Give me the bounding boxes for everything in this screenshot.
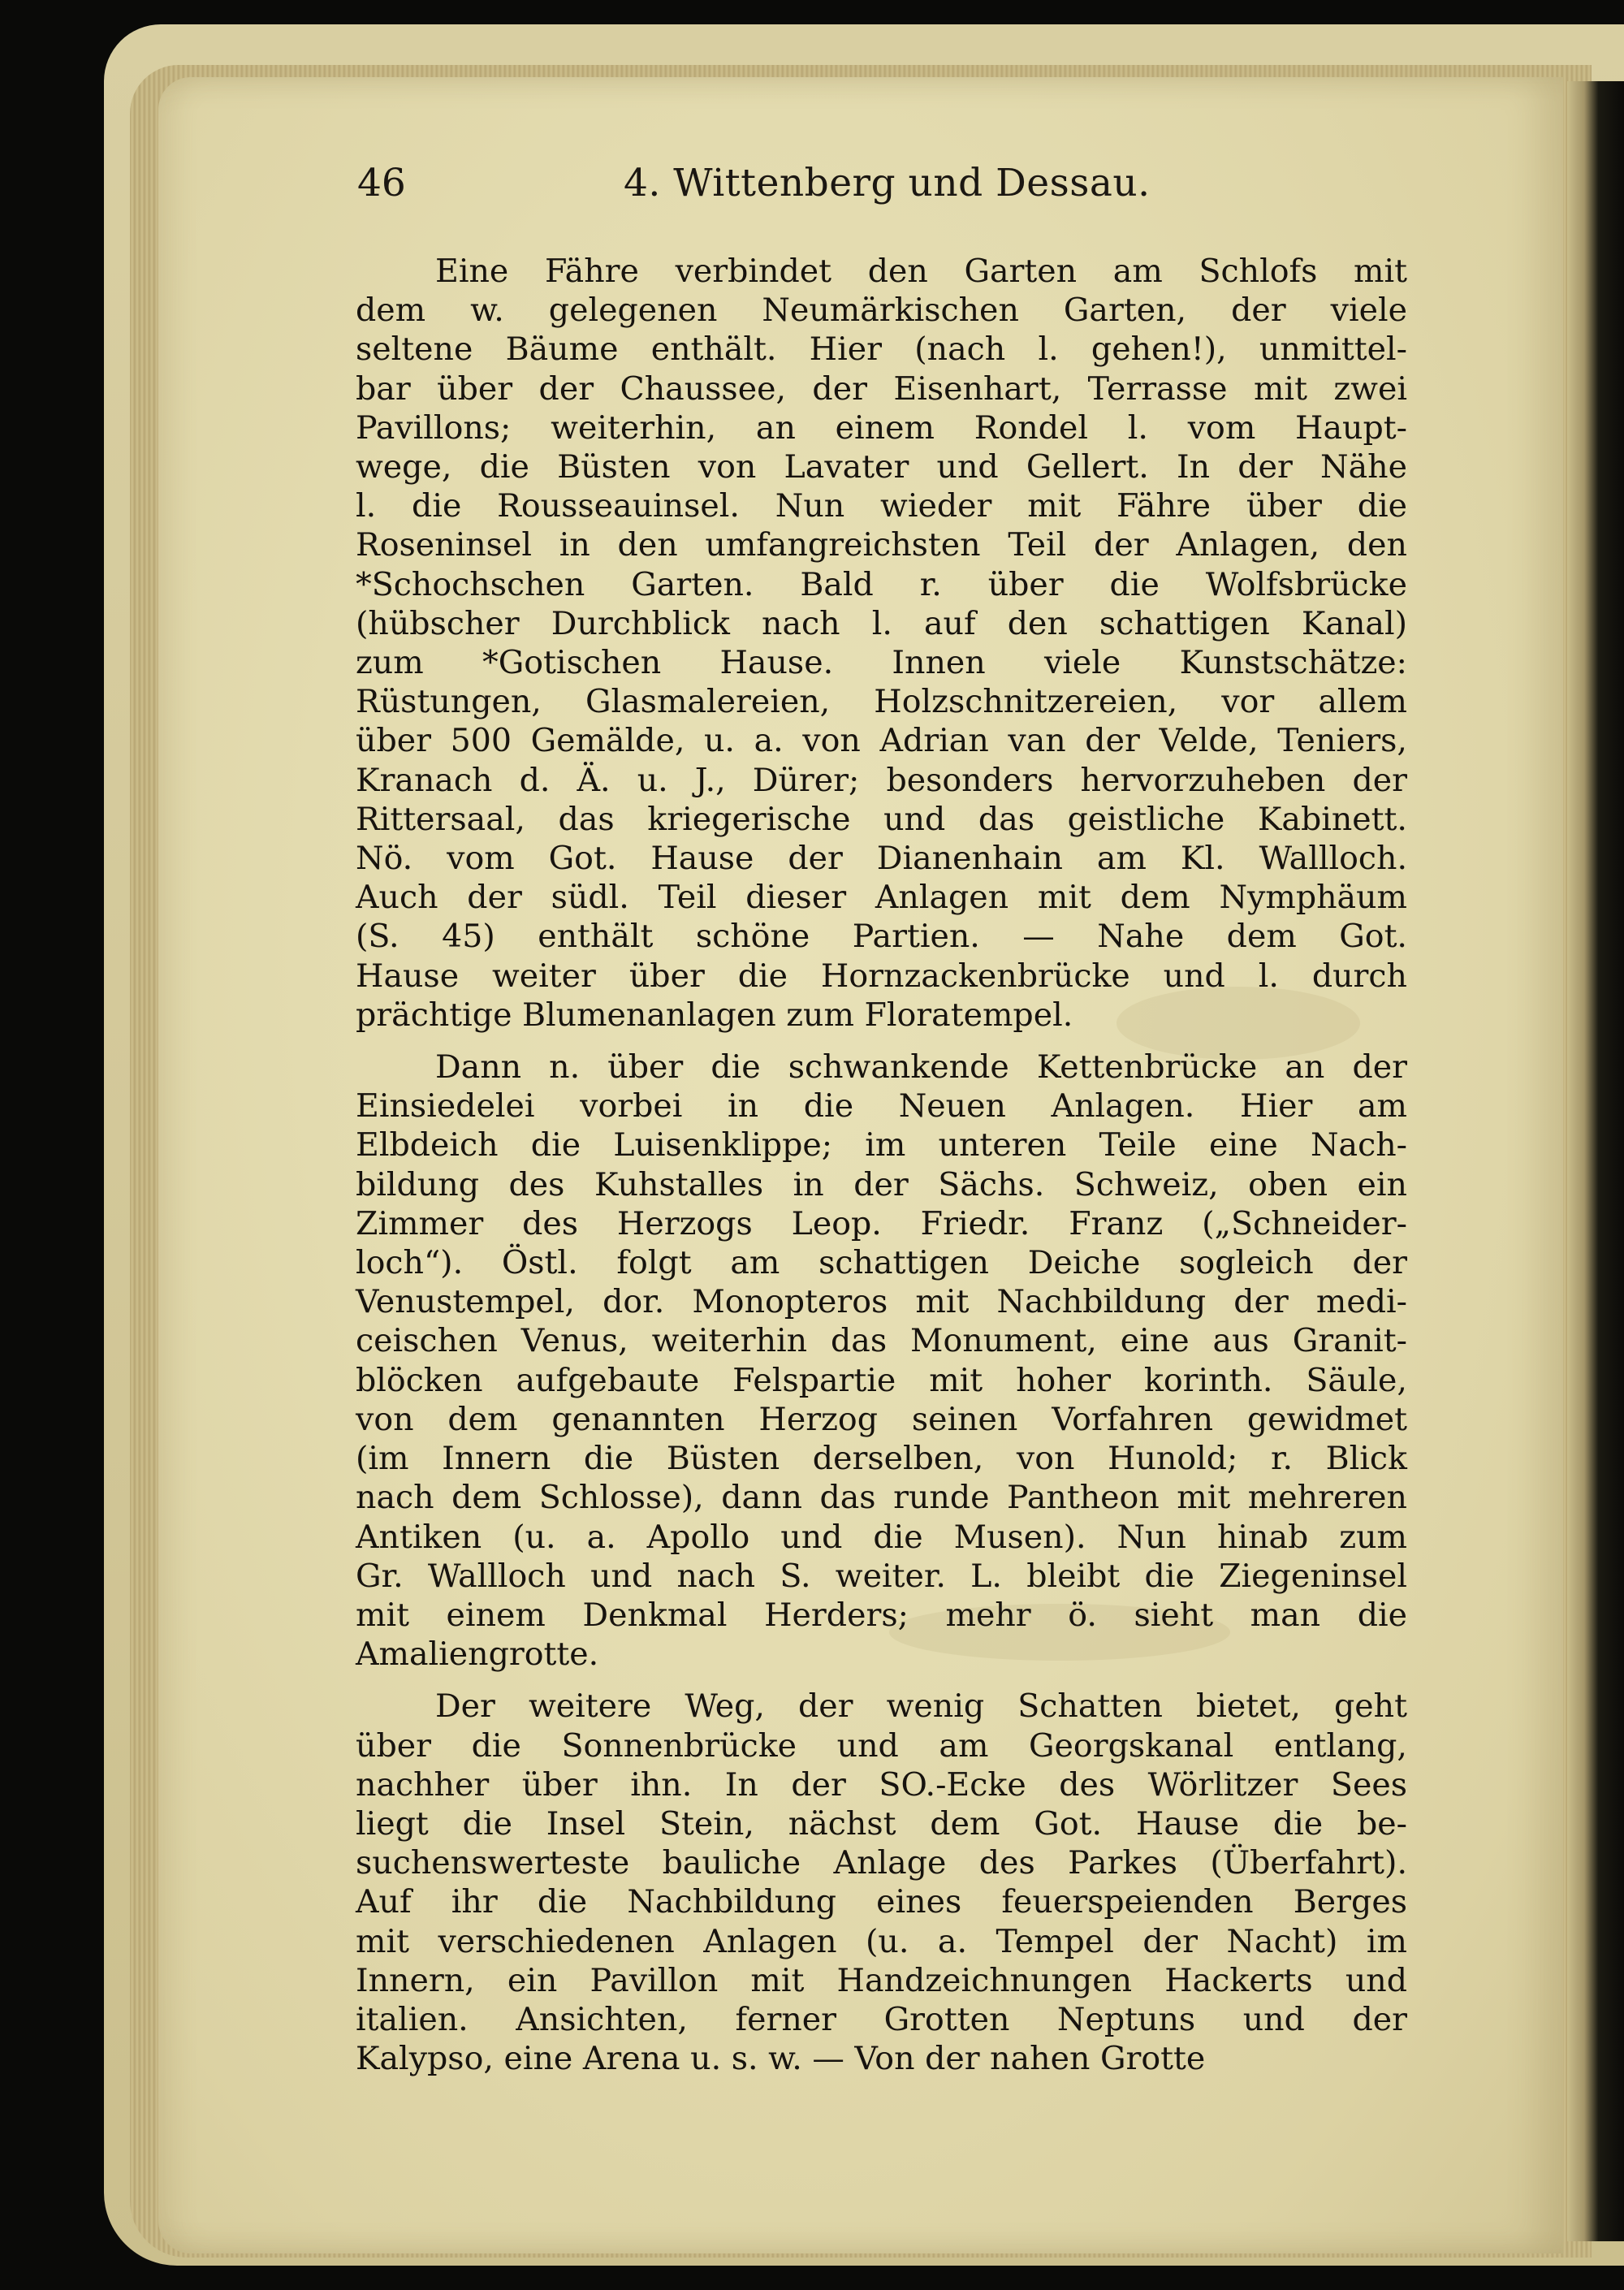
text-line: Innern, ein Pavillon mit Handzeichnungen Hackerts und: [356, 1961, 1407, 1999]
text-line: Amaliengrotte.: [356, 1635, 599, 1674]
text-line: bar über der Chaussee, der Eisenhart, Terrasse mit zwei: [356, 369, 1407, 408]
text-line: nach dem Schlosse), dann das runde Pantheon mit mehreren: [356, 1479, 1407, 1517]
text-line: Rüstungen, Glasmalereien, Holzschnitzereien, vor allem: [356, 683, 1407, 721]
text-line: l. die Rousseauinsel. Nun wieder mit Fähre über die: [356, 487, 1407, 525]
text-line: Der weitere Weg, der wenig Schatten bietet, geht: [435, 1687, 1407, 1726]
text-line: Auch der südl. Teil dieser Anlagen mit dem Nymphäum: [356, 879, 1407, 917]
text-line: (hübscher Durchblick nach l. auf den schattigen Kanal): [356, 604, 1407, 642]
running-header: [357, 161, 1413, 210]
paragraph-2: [356, 1048, 1407, 1674]
text-line: nachher über ihn. In der SO.-Ecke des Wörlitzer Sees: [356, 1765, 1407, 1804]
text-line: italien. Ansichten, ferner Grotten Neptuns und der: [356, 2000, 1407, 2038]
text-line: Zimmer des Herzogs Leop. Friedr. Franz („Schneider-: [356, 1204, 1407, 1242]
text-line: bildung des Kuhstalles in der Sächs. Schweiz, oben ein: [356, 1165, 1407, 1203]
text-line: seltene Bäume enthält. Hier (nach l. gehen!), unmittel-: [356, 331, 1407, 369]
text-line: dem w. gelegenen Neumärkischen Garten, der viele: [356, 292, 1407, 330]
text-line: Pavillons; weiterhin, an einem Rondel l. vom Haupt-: [356, 408, 1407, 447]
text-line: loch“). Östl. folgt am schattigen Deiche sogleich der: [356, 1244, 1407, 1282]
text-line: Roseninsel in den umfangreichsten Teil der Anlagen, den: [356, 526, 1407, 564]
text-line: über 500 Gemälde, u. a. von Adrian van der Velde, Teniers,: [356, 722, 1407, 760]
text-line: Hause weiter über die Hornzackenbrücke und l. durch: [356, 957, 1407, 995]
paragraph-1: [356, 252, 1407, 1035]
text-line: *Schochschen Garten. Bald r. über die Wolfsbrücke: [356, 565, 1407, 603]
text-line: liegt die Insel Stein, nächst dem Got. Hause die be-: [356, 1804, 1407, 1843]
paragraph-3: [356, 1687, 1407, 2078]
text-line: von dem genannten Herzog seinen Vorfahren gewidmet: [356, 1400, 1407, 1438]
text-line: Auf ihr die Nachbildung eines feuerspeienden Berges: [356, 1883, 1407, 1921]
text-line: mit verschiedenen Anlagen (u. a. Tempel der Nacht) im: [356, 1922, 1407, 1960]
text-line: Venustempel, dor. Monopteros mit Nachbildung der medi-: [356, 1283, 1407, 1321]
text-line: (S. 45) enthält schöne Partien. — Nahe dem Got.: [356, 918, 1407, 956]
text-line: wege, die Büsten von Lavater und Gellert. In der Nähe: [356, 448, 1407, 486]
text-line: Kalypso, eine Arena u. s. w. — Von der nahen Grotte: [356, 2040, 1206, 2078]
text-line: Einsiedelei vorbei in die Neuen Anlagen. Hier am: [356, 1087, 1407, 1126]
book-gutter: [1567, 81, 1624, 2241]
text-line: mit einem Denkmal Herders; mehr ö. sieht man die: [356, 1596, 1407, 1634]
text-line: prächtige Blumenanlagen zum Floratempel.: [356, 996, 1073, 1034]
text-line: blöcken aufgebaute Felspartie mit hoher korinth. Säule,: [356, 1361, 1407, 1399]
text-line: Dann n. über die schwankende Kettenbrücke an der: [435, 1048, 1407, 1087]
text-line: über die Sonnenbrücke und am Georgskanal entlang,: [356, 1726, 1407, 1765]
text-line: Elbdeich die Luisenklippe; im unteren Teile eine Nach-: [356, 1126, 1407, 1164]
text-line: (im Innern die Büsten derselben, von Hunold; r. Blick: [356, 1440, 1407, 1478]
text-line: Gr. Wallloch und nach S. weiter. L. bleibt die Ziegeninsel: [356, 1557, 1407, 1595]
text-line: Eine Fähre verbindet den Garten am Schlofs mit: [435, 253, 1407, 290]
text-line: zum *Gotischen Hause. Innen viele Kunstschätze:: [356, 644, 1407, 682]
chapter-title: 4. Wittenberg und Dessau.: [624, 161, 1151, 205]
text-line: ceischen Venus, weiterhin das Monument, eine aus Granit-: [356, 1322, 1407, 1360]
text-line: Rittersaal, das kriegerische und das geistliche Kabinett.: [356, 800, 1407, 838]
text-line: suchenswerteste bauliche Anlage des Parkes (Überfahrt).: [356, 1844, 1407, 1882]
body-text: [356, 252, 1407, 2078]
page-number: 46: [357, 161, 406, 205]
text-line: Antiken (u. a. Apollo und die Musen). Nun hinab zum: [356, 1518, 1407, 1556]
text-line: Nö. vom Got. Hause der Dianenhain am Kl. Wallloch.: [356, 840, 1407, 878]
text-line: Kranach d. Ä. u. J., Dürer; besonders hervorzuheben der: [356, 761, 1407, 799]
